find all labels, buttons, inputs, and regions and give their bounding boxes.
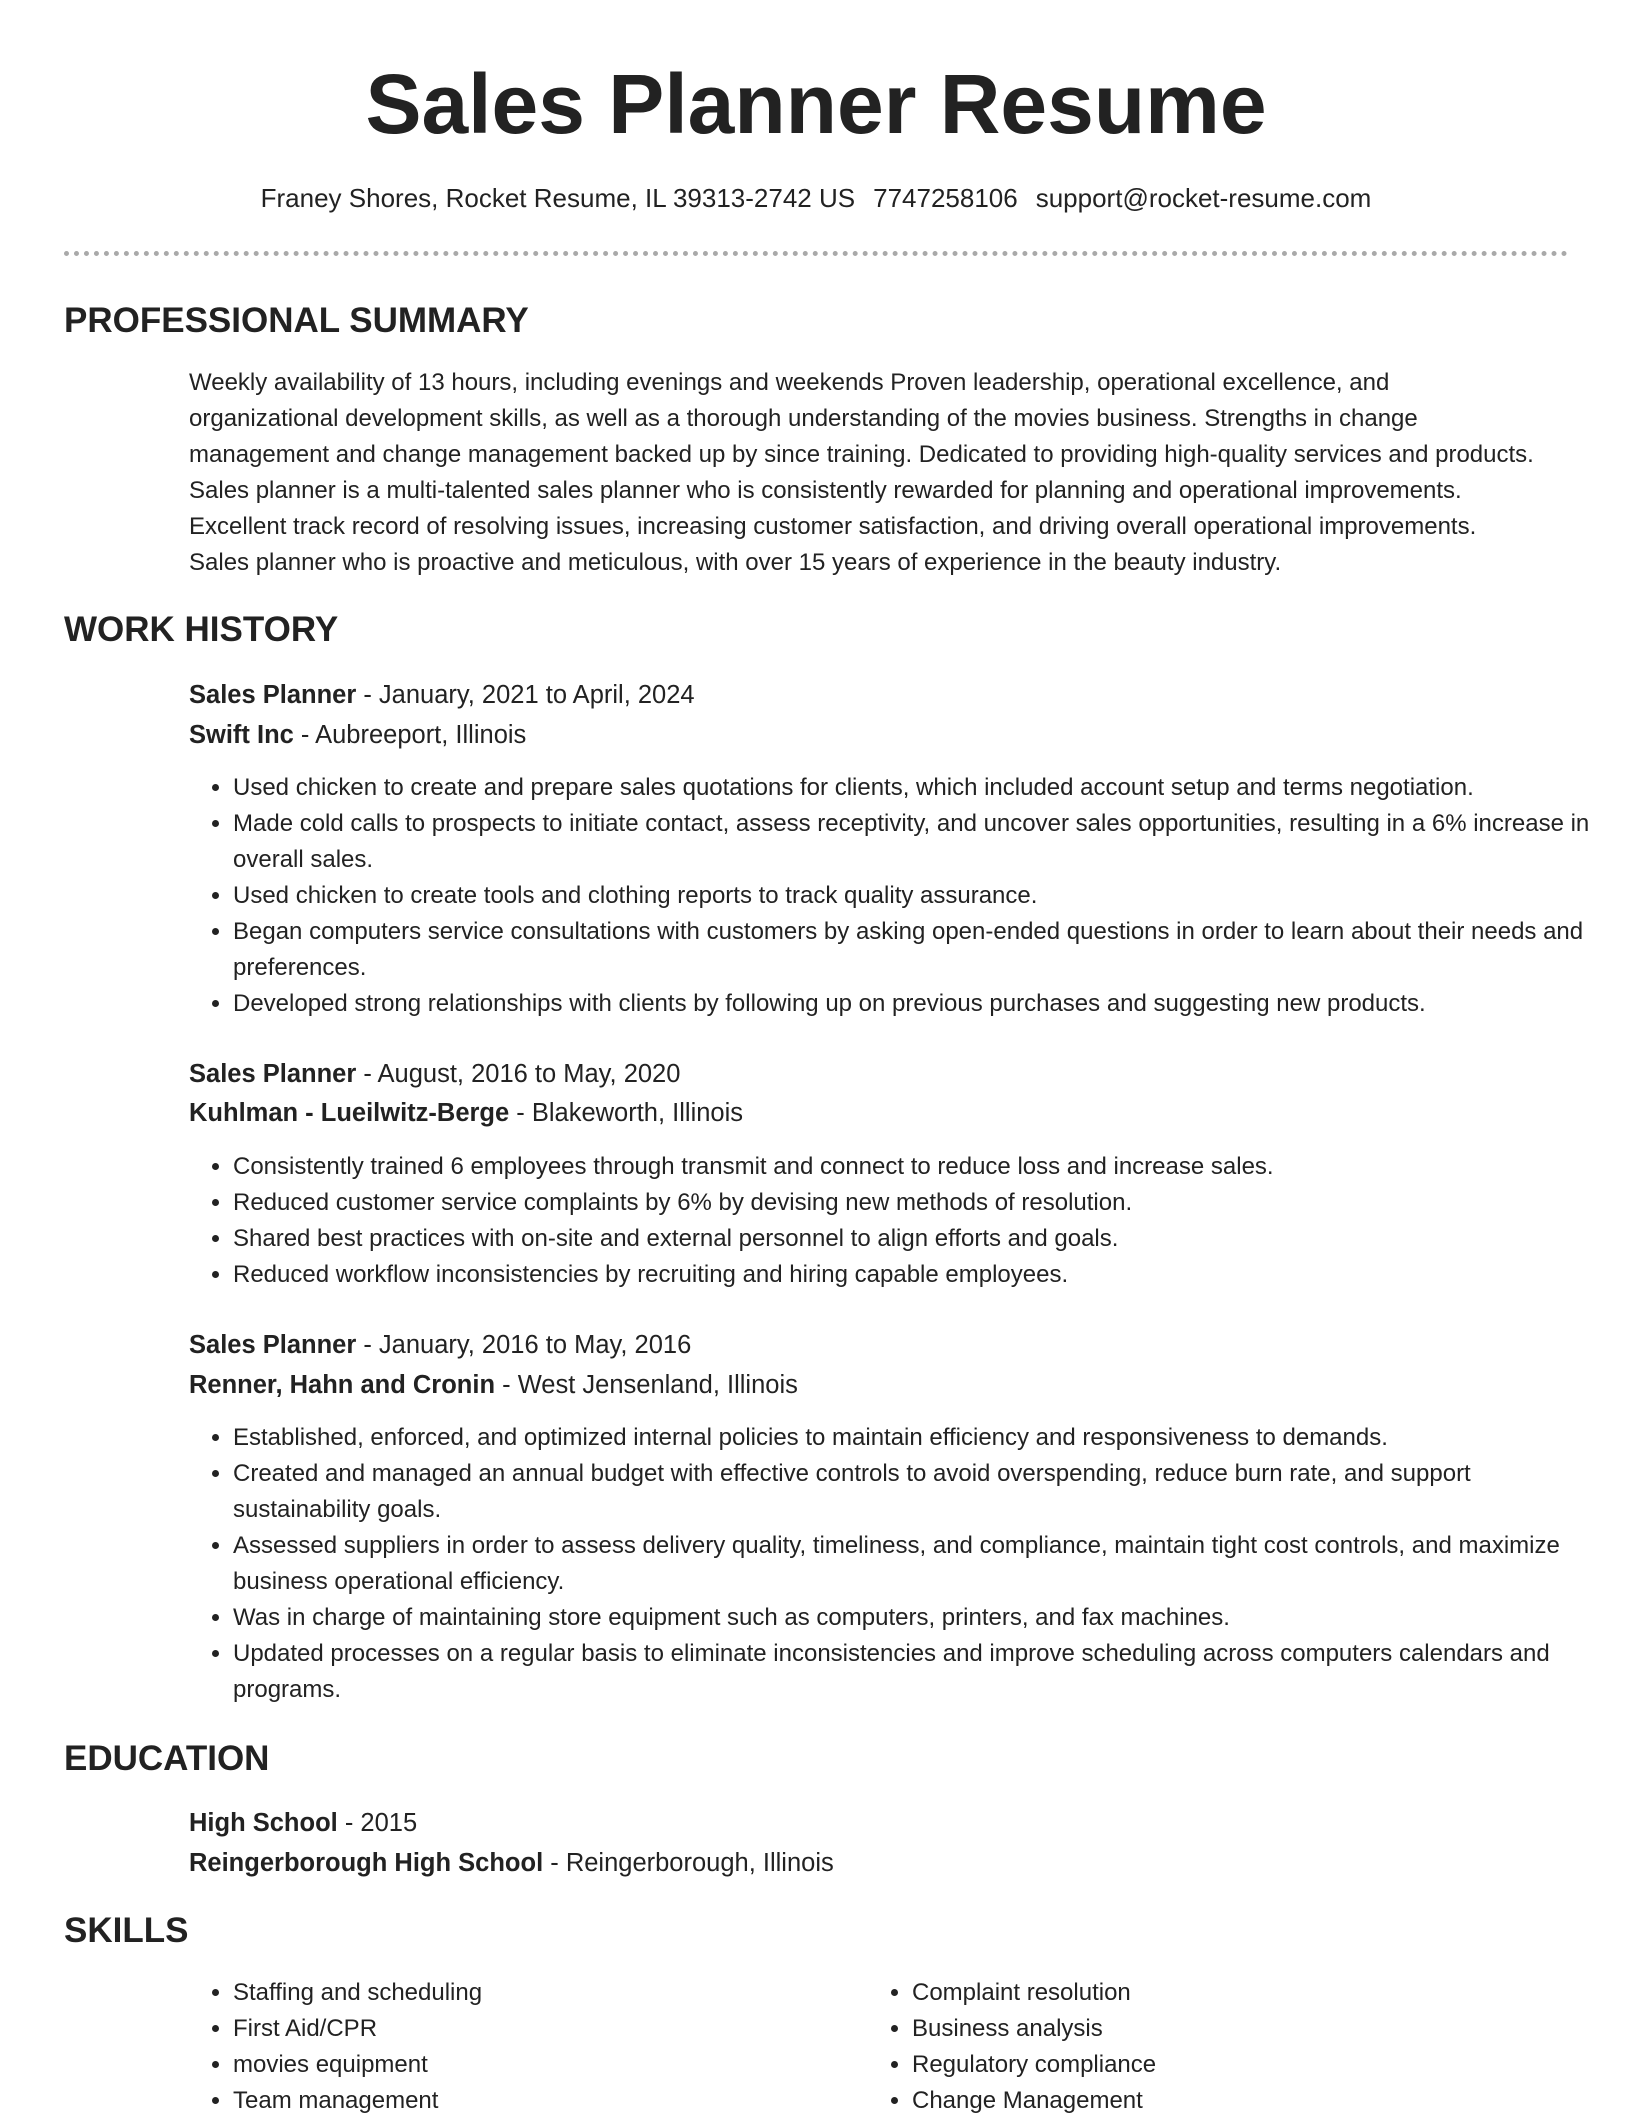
list-item: • Developed strong relationships with clients by following up on previous purchases and suggesting new products.	[233, 986, 1613, 1022]
job-title-line	[189, 677, 695, 713]
list-item: • Change Management	[912, 2083, 1156, 2119]
section-title-skills: SKILLS	[64, 1911, 189, 1950]
job-company-line	[189, 1367, 798, 1403]
list-item: • Team management	[233, 2083, 482, 2119]
list-item: • Was in charge of maintaining store equipment such as computers, printers, and fax machines.	[233, 1600, 1613, 1636]
list-item: • Reduced customer service complaints by 6% by devising new methods of resolution.	[233, 1185, 1613, 1221]
summary-text: Weekly availability of 13 hours, including evenings and weekends Proven leadership, operational excellence, and organizational development skills, as well as a thorough understanding of the movies business. Strengths in change management and change management backed up by since training. Dedicated to providing high-quality services and products. Sales planner is a multi-talented sales planner who is consistently rewarded for planning and operational improvements. Excellent track record of resolving issues, increasing customer satisfaction, and driving overall operational improvements. Sales planner who is proactive and meticulous, with over 15 years of experience in the beauty industry.	[189, 369, 1534, 576]
list-item: • Used chicken to create and prepare sales quotations for clients, which included account setup and terms negotiation.	[233, 770, 1613, 806]
job-company: Renner, Hahn and Cronin	[189, 1371, 496, 1399]
skills-list-left	[189, 1975, 482, 2119]
contact-phone: 7747258106	[873, 183, 1018, 213]
job-location: - West Jensenland, Illinois	[495, 1371, 798, 1399]
contact-line	[0, 180, 1632, 216]
education-year: - 2015	[337, 1809, 418, 1837]
job-company: Kuhlman - Lueilwitz-Berge	[189, 1099, 510, 1127]
section-title-education: EDUCATION	[64, 1739, 270, 1778]
list-item: • Made cold calls to prospects to initiate contact, assess receptivity, and uncover sales opportunities, resulting in a 6% increase in overall sales.	[233, 806, 1613, 878]
list-item: • Updated processes on a regular basis to eliminate inconsistencies and improve scheduling across computers calendars and programs.	[233, 1636, 1613, 1708]
job-company-line	[189, 717, 526, 753]
education-location: - Reingerborough, Illinois	[543, 1849, 834, 1877]
job-company: Swift Inc	[189, 721, 294, 749]
list-item: • First Aid/CPR	[233, 2011, 482, 2047]
list-item: • Consistently trained 6 employees through transmit and connect to reduce loss and increase sales.	[233, 1149, 1613, 1185]
list-item: • Reduced workflow inconsistencies by recruiting and hiring capable employees.	[233, 1257, 1613, 1293]
section-title-summary: PROFESSIONAL SUMMARY	[64, 301, 529, 340]
job-dates: - January, 2021 to April, 2024	[356, 681, 695, 709]
skills-list-right	[868, 1975, 1156, 2119]
education-degree-line	[189, 1805, 417, 1841]
job-bullets	[189, 1420, 1613, 1708]
list-item: • Used chicken to create tools and clothing reports to track quality assurance.	[233, 878, 1613, 914]
list-item: • movies equipment	[233, 2047, 482, 2083]
job-location: - Blakeworth, Illinois	[509, 1099, 744, 1127]
job-title: Sales Planner	[189, 1331, 357, 1359]
education-school: Reingerborough High School	[189, 1849, 544, 1877]
header-divider	[64, 251, 1568, 256]
job-dates: - August, 2016 to May, 2020	[356, 1060, 681, 1088]
job-title: Sales Planner	[189, 681, 357, 709]
section-title-work-history: WORK HISTORY	[64, 610, 339, 649]
list-item: • Shared best practices with on-site and external personnel to align efforts and goals.	[233, 1221, 1613, 1257]
job-dates: - January, 2016 to May, 2016	[356, 1331, 692, 1359]
job-title-line	[189, 1056, 680, 1092]
contact-email: support@rocket-resume.com	[1035, 183, 1372, 213]
education-school-line	[189, 1845, 834, 1881]
list-item: • Established, enforced, and optimized internal policies to maintain efficiency and responsiveness to demands.	[233, 1420, 1613, 1456]
job-title: Sales Planner	[189, 1060, 357, 1088]
job-bullets	[189, 1149, 1613, 1293]
job-company-line	[189, 1095, 743, 1131]
list-item: • Business analysis	[912, 2011, 1156, 2047]
list-item: • Began computers service consultations with customers by asking open-ended questions in order to learn about their needs and preferences.	[233, 914, 1613, 986]
job-location: - Aubreeport, Illinois	[293, 721, 527, 749]
education-degree: High School	[189, 1809, 338, 1837]
job-title-line	[189, 1327, 691, 1363]
list-item: • Staffing and scheduling	[233, 1975, 482, 2011]
list-item: • Complaint resolution	[912, 1975, 1156, 2011]
page-title: Sales Planner Resume	[365, 57, 1267, 151]
job-bullets	[189, 770, 1613, 1022]
list-item: • Created and managed an annual budget with effective controls to avoid overspending, reduce burn rate, and support sustainability goals.	[233, 1456, 1613, 1528]
list-item: • Assessed suppliers in order to assess delivery quality, timeliness, and compliance, maintain tight cost controls, and maximize business operational efficiency.	[233, 1528, 1613, 1600]
list-item: • Regulatory compliance	[912, 2047, 1156, 2083]
contact-address: Franey Shores, Rocket Resume, IL 39313-2742 US	[260, 183, 856, 213]
